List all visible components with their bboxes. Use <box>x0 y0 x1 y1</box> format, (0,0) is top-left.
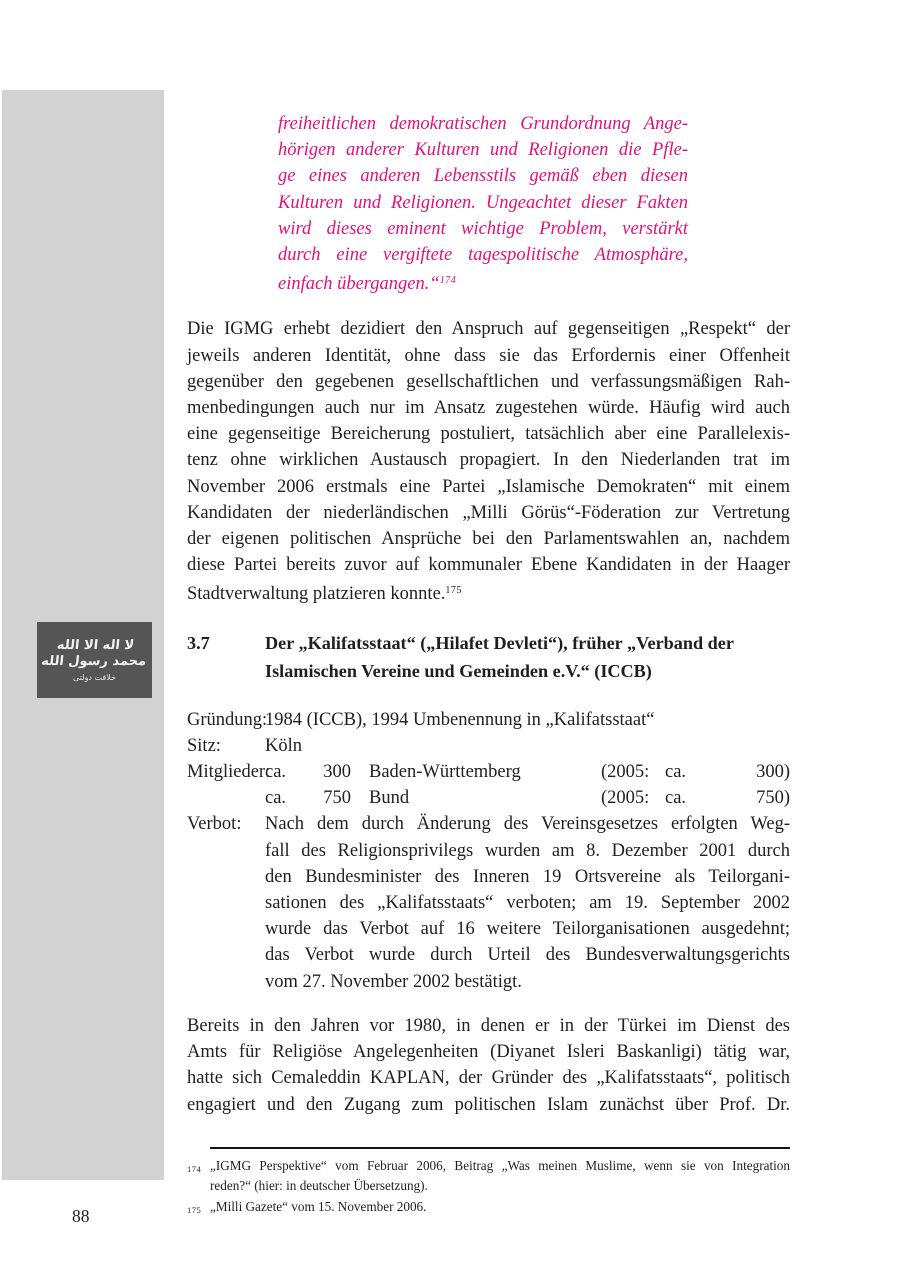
text-line: eine gegenseitige Bereicherung postuliert, tatsächlich aber eine Parallelexis- <box>187 424 790 445</box>
text-line: reden?“ (hier: in deutscher Übersetzung). <box>210 1178 428 1194</box>
text-line: November 2006 erstmals eine Partei „Islamische Demokraten“ mit einem <box>187 476 790 497</box>
section-number: 3.7 <box>187 632 210 653</box>
footnote-text <box>210 1156 790 1197</box>
member-year: (2005: <box>601 762 650 783</box>
text-line: Nach dem durch Änderung des Vereinsgesetzes erfolgten Weg- <box>265 814 790 835</box>
text-line: Kandidaten der niederländischen „Milli Görüs“-Föderation zur Vertretung <box>187 502 790 523</box>
facts-list <box>187 707 790 995</box>
member-ca-2005: ca. <box>665 762 687 783</box>
text-line: freiheitlichen demokratischen Grundordnung Ange- <box>278 114 688 134</box>
fact-value: 1984 (ICCB), 1994 Umbenennung in „Kalifatsstaat“ <box>265 709 655 730</box>
flag-shahada-text: لا اله الا الله محمد رسول الله <box>40 637 147 669</box>
member-year: (2005: <box>601 788 650 809</box>
member-ca: ca. <box>265 762 287 783</box>
pullquote-last-line <box>278 268 688 297</box>
text-line: Amts für Religiöse Angelegenheiten (Diyanet Isleri Baskanligi) tätig war, <box>187 1042 790 1063</box>
text-line: Kulturen und Religionen. Ungeachtet dieser Fakten <box>278 192 688 213</box>
section-title-line-2: Islamischen Vereine und Gemeinden e.V.“ (ICCB) <box>265 660 652 681</box>
text-line: wird dieses eminent wichtige Problem, verstärkt <box>278 218 688 239</box>
section-title-line-1: Der „Kalifatsstaat“ („Hilafet Devleti“), früher „Verband der <box>265 632 734 653</box>
intro-paragraph-lines <box>187 316 790 578</box>
intro-paragraph <box>187 316 790 607</box>
kaplan-paragraph <box>187 1013 790 1118</box>
intro-last-text: Stadtverwaltung platzieren konnte. <box>187 584 446 605</box>
fact-row-members-2 <box>187 785 790 811</box>
text-line: fall des Religionsprivilegs wurden am 8. Dezember 2001 durch <box>265 840 790 861</box>
text-line: engagiert und den Zugang zum politischen Islam zunächst über Prof. Dr. <box>187 1094 790 1115</box>
fact-label: Verbot: <box>187 814 242 835</box>
text-line: durch eine vergiftete tagespolitische Atmosphäre, <box>278 245 688 266</box>
intro-last-line <box>187 578 790 607</box>
footnote-divider-rule <box>210 1147 790 1149</box>
text-line: ge eines anderen Lebensstils gemäß eben diesen <box>278 166 688 187</box>
text-line: das Verbot wurde durch Urteil des Bundesverwaltungsgerichts <box>265 945 790 966</box>
text-line: hörigen anderer Kulturen und Religionen die Pfle- <box>278 140 688 161</box>
text-line: wurde das Verbot auf 16 weitere Teilorganisationen ausgedehnt; <box>265 919 790 940</box>
section-title <box>265 629 790 685</box>
fact-label: Gründung: <box>187 709 268 730</box>
kaplan-paragraph-lines <box>187 1013 790 1118</box>
footnote-ref-174: 174 <box>439 275 457 287</box>
member-count-2005: 750) <box>756 788 790 809</box>
text-line: hatte sich Cemaleddin KAPLAN, der Gründer des „Kalifatsstaats“, politisch <box>187 1068 790 1089</box>
verbot-text <box>265 811 790 994</box>
fact-value: Köln <box>265 735 302 756</box>
text-line: sationen des „Kalifatsstaats“ verboten; am 19. September 2002 <box>265 893 790 914</box>
text-line: „Milli Gazete“ vom 15. November 2006. <box>210 1198 427 1214</box>
text-line: diese Partei bereits zuvor auf kommunaler Ebene Kandidaten in der Haager <box>187 555 790 576</box>
footnote-item-175 <box>187 1197 790 1221</box>
member-ca-2005: ca. <box>665 788 687 809</box>
fact-label: Mitglieder: <box>187 762 271 783</box>
fact-row-members-1 <box>187 759 790 785</box>
fact-row-gruendung <box>187 707 790 733</box>
member-region: Baden-Württemberg <box>369 762 521 783</box>
footnote-item-174 <box>187 1156 790 1197</box>
section-heading <box>187 629 790 685</box>
fact-row-verbot <box>187 811 790 994</box>
footnote-ref-175: 175 <box>445 585 462 597</box>
text-line: jeweils anderen Identität, ohne dass sie das Erfordernis einer Offenheit <box>187 345 790 366</box>
text-line: tenz ohne wirklichen Austausch propagiert. In den Niederlanden trat im <box>187 450 790 471</box>
fact-row-sitz <box>187 733 790 759</box>
kalifatsstaat-flag-image <box>37 622 152 698</box>
footnotes-section <box>187 1156 790 1221</box>
pullquote-lines <box>278 111 688 268</box>
text-line: Bereits in den Jahren vor 1980, in denen er in der Türkei im Dienst des <box>187 1015 790 1036</box>
page-number: 88 <box>72 1206 90 1226</box>
member-count-2005: 300) <box>756 762 790 783</box>
member-region: Bund <box>369 788 410 809</box>
text-line: „IGMG Perspektive“ vom Februar 2006, Beitrag „Was meinen Muslime, wenn sie von Integration <box>210 1157 790 1173</box>
member-ca: ca. <box>265 788 287 809</box>
pullquote-last-text: einfach übergangen.“ <box>278 274 440 295</box>
footnote-marker: 174 <box>187 1163 202 1174</box>
footnote-text <box>210 1197 790 1221</box>
member-count: 300 <box>323 762 351 783</box>
member-count: 750 <box>323 788 351 809</box>
pullquote-block <box>278 111 688 297</box>
fact-label: Sitz: <box>187 735 221 756</box>
main-text-column <box>187 0 790 1220</box>
footnote-marker: 175 <box>187 1204 202 1215</box>
text-line: menbedingungen auch nur im Ansatz zugestehen würde. Häufig wird auch <box>187 398 790 419</box>
text-line: den Bundesminister des Inneren 19 Ortsvereine als Teilorgani- <box>265 866 790 887</box>
text-line: der eigenen politischen Ansprüche bei den Parlamentswahlen an, nachdem <box>187 529 790 550</box>
text-line: gegenüber den gegebenen gesellschaftlichen und verfassungsmäßigen Rah- <box>187 371 790 392</box>
text-line: Die IGMG erhebt dezidiert den Anspruch auf gegenseitigen „Respekt“ der <box>187 319 790 340</box>
text-line: vom 27. November 2002 bestätigt. <box>265 971 522 992</box>
flag-subtitle-text: خلافت دولتى <box>73 673 116 683</box>
